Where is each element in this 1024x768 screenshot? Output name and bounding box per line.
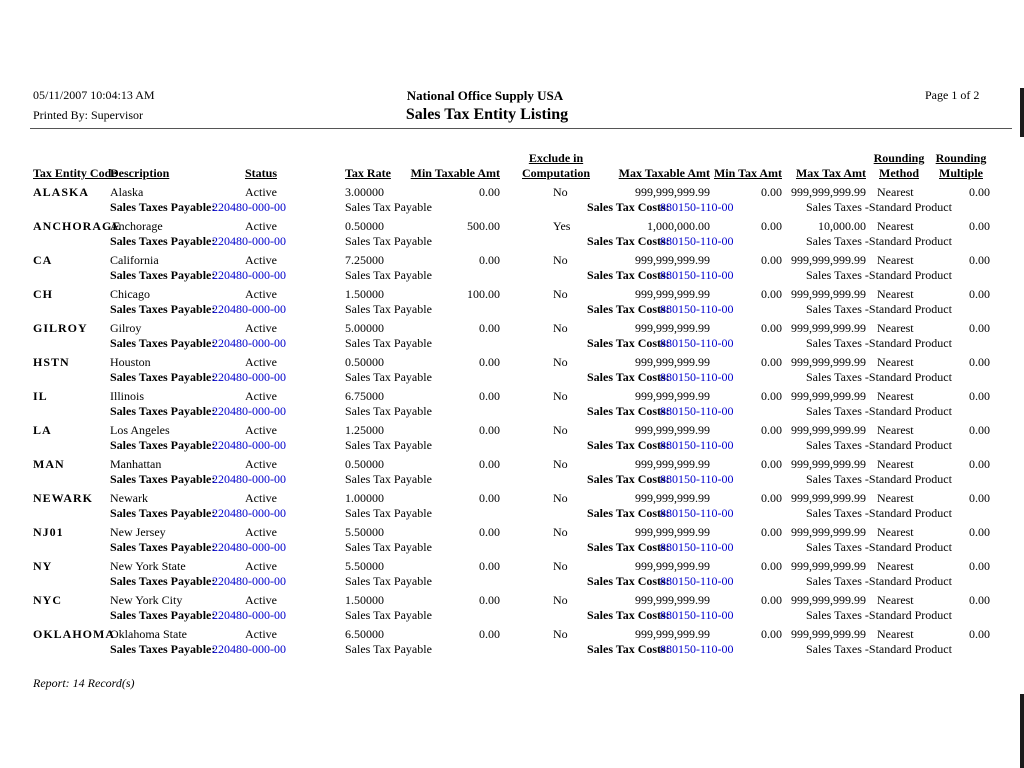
record-count-footer: Report: 14 Record(s) (33, 676, 135, 690)
min-tax-amt-cell: 0.00 (761, 627, 782, 641)
rounding-multiple-cell: 0.00 (969, 559, 990, 573)
table-row-accounts (33, 370, 990, 387)
min-tax-amt-cell: 0.00 (761, 423, 782, 437)
min-taxable-amt-cell: 0.00 (479, 321, 500, 335)
sales-taxes-payable-description: Sales Tax Payable (345, 472, 432, 486)
sales-tax-costs-label: Sales Tax Costs: (587, 370, 670, 384)
sales-tax-costs-label: Sales Tax Costs: (587, 574, 670, 588)
sales-tax-costs-description: Sales Taxes -Standard Product (806, 370, 952, 384)
tax-rate-cell: 6.75000 (345, 389, 384, 403)
sales-tax-costs-label: Sales Tax Costs: (587, 336, 670, 350)
exclude-computation-cell: No (553, 491, 568, 505)
sales-taxes-payable-account-link[interactable]: 220480-000-00 (212, 302, 286, 316)
rounding-method-cell: Nearest (877, 389, 914, 403)
sales-taxes-payable-account-link[interactable]: 220480-000-00 (212, 642, 286, 656)
max-taxable-amt-cell: 999,999,999.99 (635, 355, 710, 369)
tax-entity-code-cell: NYC (33, 593, 62, 607)
table-row (33, 387, 990, 404)
sales-taxes-payable-label: Sales Taxes Payable: (110, 268, 216, 282)
sales-taxes-payable-label: Sales Taxes Payable: (110, 540, 216, 554)
col-header-rounding-method-line2: Method (879, 166, 919, 180)
sales-taxes-payable-description: Sales Tax Payable (345, 200, 432, 214)
sales-tax-costs-label: Sales Tax Costs: (587, 540, 670, 554)
tax-rate-cell: 0.50000 (345, 355, 384, 369)
sales-taxes-payable-label: Sales Taxes Payable: (110, 370, 216, 384)
tax-rate-cell: 0.50000 (345, 219, 384, 233)
min-tax-amt-cell: 0.00 (761, 287, 782, 301)
min-taxable-amt-cell: 0.00 (479, 525, 500, 539)
exclude-computation-cell: No (553, 525, 568, 539)
sales-taxes-payable-account-link[interactable]: 220480-000-00 (212, 370, 286, 384)
table-row-accounts (33, 268, 990, 285)
sales-taxes-payable-account-link[interactable]: 220480-000-00 (212, 608, 286, 622)
table-row (33, 625, 990, 642)
sales-tax-costs-account-link[interactable]: 880150-110-00 (660, 302, 734, 316)
status-cell: Active (245, 253, 277, 267)
sales-tax-costs-account-link[interactable]: 880150-110-00 (660, 370, 734, 384)
sales-taxes-payable-label: Sales Taxes Payable: (110, 200, 216, 214)
exclude-computation-cell: No (553, 457, 568, 471)
rounding-method-cell: Nearest (877, 355, 914, 369)
table-row-accounts (33, 472, 990, 489)
min-taxable-amt-cell: 0.00 (479, 627, 500, 641)
exclude-computation-cell: No (553, 423, 568, 437)
description-cell: Illinois (110, 389, 145, 403)
table-row-accounts (33, 438, 990, 455)
sales-taxes-payable-label: Sales Taxes Payable: (110, 404, 216, 418)
status-cell: Active (245, 389, 277, 403)
tax-rate-cell: 5.00000 (345, 321, 384, 335)
table-row (33, 319, 990, 336)
col-header-max-tax: Max Tax Amt (795, 166, 866, 180)
max-tax-amt-cell: 999,999,999.99 (791, 559, 866, 573)
tax-entity-code-cell: HSTN (33, 355, 70, 369)
min-tax-amt-cell: 0.00 (761, 525, 782, 539)
min-tax-amt-cell: 0.00 (761, 253, 782, 267)
sales-tax-costs-account-link[interactable]: 880150-110-00 (660, 506, 734, 520)
sales-tax-costs-label: Sales Tax Costs: (587, 438, 670, 452)
max-tax-amt-cell: 999,999,999.99 (791, 355, 866, 369)
max-tax-amt-cell: 999,999,999.99 (791, 253, 866, 267)
tax-entity-code-cell: MAN (33, 457, 65, 471)
min-tax-amt-cell: 0.00 (761, 389, 782, 403)
status-cell: Active (245, 525, 277, 539)
tax-entity-table (33, 151, 990, 659)
max-taxable-amt-cell: 999,999,999.99 (635, 491, 710, 505)
description-cell: New Jersey (110, 525, 166, 539)
col-header-min-tax: Min Tax Amt (713, 166, 782, 180)
sales-taxes-payable-description: Sales Tax Payable (345, 370, 432, 384)
max-tax-amt-cell: 999,999,999.99 (791, 457, 866, 471)
min-tax-amt-cell: 0.00 (761, 355, 782, 369)
sales-taxes-payable-account-link[interactable]: 220480-000-00 (212, 438, 286, 452)
sales-taxes-payable-description: Sales Tax Payable (345, 642, 432, 656)
max-tax-amt-cell: 999,999,999.99 (791, 185, 866, 199)
sales-taxes-payable-label: Sales Taxes Payable: (110, 472, 216, 486)
status-cell: Active (245, 219, 277, 233)
status-cell: Active (245, 559, 277, 573)
max-tax-amt-cell: 999,999,999.99 (791, 491, 866, 505)
sales-taxes-payable-label: Sales Taxes Payable: (110, 642, 216, 656)
min-tax-amt-cell: 0.00 (761, 593, 782, 607)
tax-entity-code-cell: CH (33, 287, 53, 301)
tax-entity-code-cell: IL (33, 389, 48, 403)
max-taxable-amt-cell: 999,999,999.99 (635, 457, 710, 471)
sales-tax-costs-account-link[interactable]: 880150-110-00 (660, 472, 734, 486)
sales-tax-costs-description: Sales Taxes -Standard Product (806, 336, 952, 350)
tax-entity-code-cell: ANCHORAGE (33, 219, 122, 233)
report-datetime: 05/11/2007 10:04:13 AM (33, 88, 155, 102)
rounding-multiple-cell: 0.00 (969, 287, 990, 301)
col-header-rounding-multiple-line1: Rounding (935, 151, 987, 165)
rounding-multiple-cell: 0.00 (969, 321, 990, 335)
exclude-computation-cell: No (553, 185, 568, 199)
table-row (33, 421, 990, 438)
rounding-multiple-cell: 0.00 (969, 389, 990, 403)
col-header-exclude-line1: Exclude in (528, 151, 584, 165)
sales-tax-costs-account-link[interactable]: 880150-110-00 (660, 336, 734, 350)
sales-tax-costs-description: Sales Taxes -Standard Product (806, 302, 952, 316)
max-taxable-amt-cell: 999,999,999.99 (635, 525, 710, 539)
sales-taxes-payable-label: Sales Taxes Payable: (110, 608, 216, 622)
sales-tax-costs-description: Sales Taxes -Standard Product (806, 438, 952, 452)
sales-tax-costs-account-link[interactable]: 880150-110-00 (660, 438, 734, 452)
description-cell: Houston (110, 355, 151, 369)
exclude-computation-cell: No (553, 593, 568, 607)
rounding-method-cell: Nearest (877, 525, 914, 539)
description-cell: Alaska (110, 185, 144, 199)
table-row (33, 183, 990, 200)
max-taxable-amt-cell: 999,999,999.99 (635, 287, 710, 301)
exclude-computation-cell: No (553, 627, 568, 641)
sales-tax-costs-description: Sales Taxes -Standard Product (806, 472, 952, 486)
sales-taxes-payable-description: Sales Tax Payable (345, 302, 432, 316)
min-taxable-amt-cell: 500.00 (467, 219, 500, 233)
col-header-min-taxable: Min Taxable Amt (410, 166, 500, 180)
min-taxable-amt-cell: 100.00 (467, 287, 500, 301)
sales-taxes-payable-label: Sales Taxes Payable: (110, 438, 216, 452)
tax-entity-code-cell: NY (33, 559, 53, 573)
rounding-multiple-cell: 0.00 (969, 355, 990, 369)
max-taxable-amt-cell: 999,999,999.99 (635, 253, 710, 267)
rounding-multiple-cell: 0.00 (969, 491, 990, 505)
status-cell: Active (245, 321, 277, 335)
exclude-computation-cell: No (553, 321, 568, 335)
table-row (33, 217, 990, 234)
tax-rate-cell: 1.00000 (345, 491, 384, 505)
tax-rate-cell: 6.50000 (345, 627, 384, 641)
sales-taxes-payable-description: Sales Tax Payable (345, 268, 432, 282)
description-cell: Chicago (110, 287, 150, 301)
col-header-tax-rate: Tax Rate (345, 166, 391, 180)
sales-taxes-payable-account-link[interactable]: 220480-000-00 (212, 574, 286, 588)
max-taxable-amt-cell: 999,999,999.99 (635, 627, 710, 641)
rounding-method-cell: Nearest (877, 287, 914, 301)
description-cell: Manhattan (110, 457, 162, 471)
min-taxable-amt-cell: 0.00 (479, 593, 500, 607)
col-header-description: Description (110, 166, 170, 180)
max-taxable-amt-cell: 999,999,999.99 (635, 389, 710, 403)
status-cell: Active (245, 185, 277, 199)
sales-tax-costs-account-link[interactable]: 880150-110-00 (660, 200, 734, 214)
tax-rate-cell: 1.50000 (345, 287, 384, 301)
rounding-method-cell: Nearest (877, 219, 914, 233)
sales-taxes-payable-description: Sales Tax Payable (345, 608, 432, 622)
rounding-multiple-cell: 0.00 (969, 423, 990, 437)
status-cell: Active (245, 423, 277, 437)
min-tax-amt-cell: 0.00 (761, 491, 782, 505)
table-row-accounts (33, 404, 990, 421)
status-cell: Active (245, 593, 277, 607)
max-tax-amt-cell: 999,999,999.99 (791, 627, 866, 641)
table-row (33, 591, 990, 608)
sales-tax-costs-label: Sales Tax Costs: (587, 642, 670, 656)
min-taxable-amt-cell: 0.00 (479, 457, 500, 471)
sales-tax-costs-description: Sales Taxes -Standard Product (806, 642, 952, 656)
sales-taxes-payable-account-link[interactable]: 220480-000-00 (212, 268, 286, 282)
min-taxable-amt-cell: 0.00 (479, 423, 500, 437)
sales-taxes-payable-account-link[interactable]: 220480-000-00 (212, 404, 286, 418)
max-taxable-amt-cell: 999,999,999.99 (635, 423, 710, 437)
sales-taxes-payable-label: Sales Taxes Payable: (110, 336, 216, 350)
sales-taxes-payable-account-link[interactable]: 220480-000-00 (212, 336, 286, 350)
sales-taxes-payable-account-link[interactable]: 220480-000-00 (212, 200, 286, 214)
sales-tax-costs-label: Sales Tax Costs: (587, 200, 670, 214)
max-taxable-amt-cell: 999,999,999.99 (635, 593, 710, 607)
max-taxable-amt-cell: 999,999,999.99 (635, 185, 710, 199)
sales-taxes-payable-description: Sales Tax Payable (345, 336, 432, 350)
tax-rate-cell: 0.50000 (345, 457, 384, 471)
table-row (33, 285, 990, 302)
table-row-accounts (33, 506, 990, 523)
rounding-method-cell: Nearest (877, 491, 914, 505)
sales-tax-costs-description: Sales Taxes -Standard Product (806, 574, 952, 588)
rounding-multiple-cell: 0.00 (969, 627, 990, 641)
sales-taxes-payable-account-link[interactable]: 220480-000-00 (212, 472, 286, 486)
min-taxable-amt-cell: 0.00 (479, 253, 500, 267)
min-taxable-amt-cell: 0.00 (479, 491, 500, 505)
max-tax-amt-cell: 10,000.00 (818, 219, 866, 233)
tax-entity-code-cell: LA (33, 423, 52, 437)
rounding-method-cell: Nearest (877, 559, 914, 573)
min-tax-amt-cell: 0.00 (761, 559, 782, 573)
status-cell: Active (245, 287, 277, 301)
sales-taxes-payable-label: Sales Taxes Payable: (110, 302, 216, 316)
sales-taxes-payable-description: Sales Tax Payable (345, 540, 432, 554)
sales-taxes-payable-label: Sales Taxes Payable: (110, 506, 216, 520)
max-tax-amt-cell: 999,999,999.99 (791, 525, 866, 539)
rounding-method-cell: Nearest (877, 457, 914, 471)
min-taxable-amt-cell: 0.00 (479, 355, 500, 369)
right-edge-artifact-top (1020, 88, 1024, 137)
min-tax-amt-cell: 0.00 (761, 321, 782, 335)
min-taxable-amt-cell: 0.00 (479, 389, 500, 403)
sales-taxes-payable-description: Sales Tax Payable (345, 574, 432, 588)
table-row-accounts (33, 574, 990, 591)
table-row (33, 251, 990, 268)
tax-entity-code-cell: NEWARK (33, 491, 94, 505)
rounding-multiple-cell: 0.00 (969, 525, 990, 539)
tax-entity-code-cell: OKLAHOMA (33, 627, 115, 641)
exclude-computation-cell: No (553, 287, 568, 301)
status-cell: Active (245, 491, 277, 505)
max-tax-amt-cell: 999,999,999.99 (791, 423, 866, 437)
printed-by-label: Printed By: Supervisor (33, 108, 143, 122)
tax-rate-cell: 1.25000 (345, 423, 384, 437)
rounding-method-cell: Nearest (877, 185, 914, 199)
sales-taxes-payable-account-link[interactable]: 220480-000-00 (212, 234, 286, 248)
header-row-top (33, 151, 990, 166)
sales-taxes-payable-description: Sales Tax Payable (345, 234, 432, 248)
sales-tax-costs-account-link[interactable]: 880150-110-00 (660, 234, 734, 248)
status-cell: Active (245, 457, 277, 471)
col-header-tax-entity-code: Tax Entity Code (33, 166, 117, 180)
tax-entity-code-cell: ALASKA (33, 185, 90, 199)
sales-tax-costs-description: Sales Taxes -Standard Product (806, 540, 952, 554)
col-header-max-taxable: Max Taxable Amt (618, 166, 710, 180)
description-cell: California (110, 253, 159, 267)
col-header-exclude-line2: Computation (521, 166, 590, 180)
status-cell: Active (245, 355, 277, 369)
min-tax-amt-cell: 0.00 (761, 219, 782, 233)
rounding-multiple-cell: 0.00 (969, 593, 990, 607)
tax-rate-cell: 1.50000 (345, 593, 384, 607)
min-taxable-amt-cell: 0.00 (479, 559, 500, 573)
sales-tax-costs-label: Sales Tax Costs: (587, 404, 670, 418)
description-cell: Oklahoma State (110, 627, 187, 641)
table-row-accounts (33, 200, 990, 217)
description-cell: Anchorage (110, 219, 163, 233)
exclude-computation-cell: Yes (553, 219, 571, 233)
min-taxable-amt-cell: 0.00 (479, 185, 500, 199)
col-header-rounding-multiple-line2: Multiple (939, 166, 983, 180)
max-tax-amt-cell: 999,999,999.99 (791, 321, 866, 335)
table-row (33, 489, 990, 506)
exclude-computation-cell: No (553, 355, 568, 369)
rounding-method-cell: Nearest (877, 423, 914, 437)
header-divider (30, 128, 1012, 129)
company-name: National Office Supply USA (406, 88, 564, 103)
tax-rate-cell: 5.50000 (345, 559, 384, 573)
tax-rate-cell: 7.25000 (345, 253, 384, 267)
sales-tax-costs-account-link[interactable]: 880150-110-00 (660, 540, 734, 554)
table-row (33, 557, 990, 574)
rounding-multiple-cell: 0.00 (969, 457, 990, 471)
sales-tax-costs-description: Sales Taxes -Standard Product (806, 506, 952, 520)
sales-tax-costs-account-link[interactable]: 880150-110-00 (660, 404, 734, 418)
sales-tax-costs-label: Sales Tax Costs: (587, 268, 670, 282)
sales-tax-costs-description: Sales Taxes -Standard Product (806, 234, 952, 248)
sales-tax-costs-account-link[interactable]: 880150-110-00 (660, 268, 734, 282)
tax-entity-code-cell: CA (33, 253, 53, 267)
page-number: Page 1 of 2 (925, 88, 980, 102)
sales-taxes-payable-description: Sales Tax Payable (345, 438, 432, 452)
sales-tax-costs-description: Sales Taxes -Standard Product (806, 200, 952, 214)
max-tax-amt-cell: 999,999,999.99 (791, 593, 866, 607)
sales-taxes-payable-description: Sales Tax Payable (345, 404, 432, 418)
rounding-multiple-cell: 0.00 (969, 219, 990, 233)
min-tax-amt-cell: 0.00 (761, 185, 782, 199)
rounding-multiple-cell: 0.00 (969, 185, 990, 199)
rounding-multiple-cell: 0.00 (969, 253, 990, 267)
table-row-accounts (33, 336, 990, 353)
tax-entity-code-cell: NJ01 (33, 525, 64, 539)
rounding-method-cell: Nearest (877, 253, 914, 267)
sales-tax-costs-label: Sales Tax Costs: (587, 472, 670, 486)
sales-tax-costs-label: Sales Tax Costs: (587, 302, 670, 316)
max-taxable-amt-cell: 1,000,000.00 (647, 219, 710, 233)
right-edge-artifact-bottom (1020, 694, 1024, 768)
header-row-main (33, 166, 990, 183)
description-cell: Gilroy (110, 321, 142, 335)
exclude-computation-cell: No (553, 253, 568, 267)
report-title: Sales Tax Entity Listing (405, 106, 569, 123)
sales-tax-costs-description: Sales Taxes -Standard Product (806, 404, 952, 418)
description-cell: Los Angeles (110, 423, 170, 437)
table-row (33, 353, 990, 370)
description-cell: Newark (110, 491, 148, 505)
max-tax-amt-cell: 999,999,999.99 (791, 287, 866, 301)
tax-entity-code-cell: GILROY (33, 321, 88, 335)
rounding-method-cell: Nearest (877, 321, 914, 335)
max-taxable-amt-cell: 999,999,999.99 (635, 559, 710, 573)
sales-taxes-payable-label: Sales Taxes Payable: (110, 234, 216, 248)
max-tax-amt-cell: 999,999,999.99 (791, 389, 866, 403)
sales-tax-costs-label: Sales Tax Costs: (587, 608, 670, 622)
sales-tax-costs-label: Sales Tax Costs: (587, 234, 670, 248)
table-row-accounts (33, 608, 990, 625)
table-row-accounts (33, 540, 990, 557)
table-row-accounts (33, 234, 990, 251)
sales-taxes-payable-account-link[interactable]: 220480-000-00 (212, 540, 286, 554)
col-header-status: Status (244, 166, 277, 180)
exclude-computation-cell: No (553, 559, 568, 573)
rounding-method-cell: Nearest (877, 593, 914, 607)
sales-tax-costs-description: Sales Taxes -Standard Product (806, 268, 952, 282)
sales-tax-costs-label: Sales Tax Costs: (587, 506, 670, 520)
tax-rate-cell: 3.00000 (345, 185, 384, 199)
tax-rate-cell: 5.50000 (345, 525, 384, 539)
table-row (33, 523, 990, 540)
sales-tax-costs-description: Sales Taxes -Standard Product (806, 608, 952, 622)
sales-tax-costs-account-link[interactable]: 880150-110-00 (660, 642, 734, 656)
sales-taxes-payable-label: Sales Taxes Payable: (110, 574, 216, 588)
sales-tax-costs-account-link[interactable]: 880150-110-00 (660, 574, 734, 588)
rounding-method-cell: Nearest (877, 627, 914, 641)
min-tax-amt-cell: 0.00 (761, 457, 782, 471)
table-row-accounts (33, 642, 990, 659)
sales-tax-costs-account-link[interactable]: 880150-110-00 (660, 608, 734, 622)
table-row-accounts (33, 302, 990, 319)
exclude-computation-cell: No (553, 389, 568, 403)
col-header-rounding-method-line1: Rounding (873, 151, 925, 165)
sales-taxes-payable-description: Sales Tax Payable (345, 506, 432, 520)
description-cell: New York City (110, 593, 183, 607)
sales-taxes-payable-account-link[interactable]: 220480-000-00 (212, 506, 286, 520)
description-cell: New York State (110, 559, 186, 573)
status-cell: Active (245, 627, 277, 641)
max-taxable-amt-cell: 999,999,999.99 (635, 321, 710, 335)
table-row (33, 455, 990, 472)
